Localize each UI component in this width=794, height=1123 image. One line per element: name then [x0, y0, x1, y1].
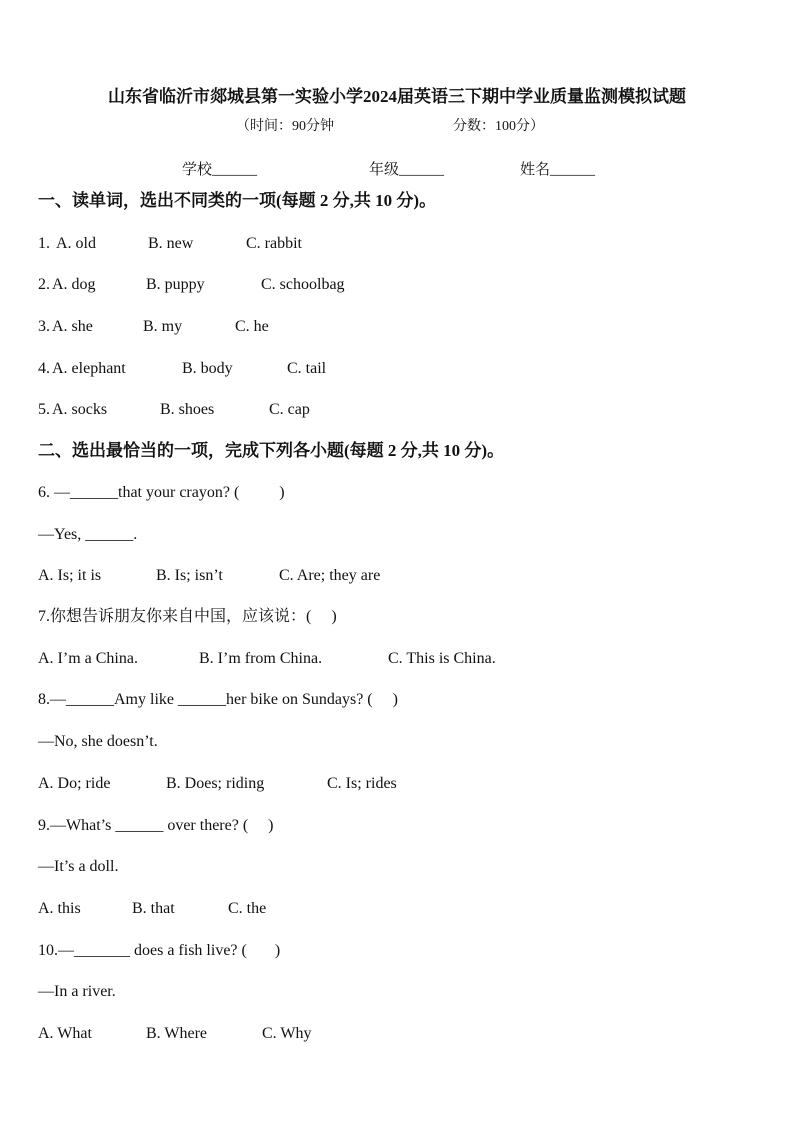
- option-b: B. I’m from China.: [199, 650, 323, 667]
- option-c: C. This is China.: [388, 650, 496, 667]
- option-c: C. Is; rides: [327, 775, 397, 792]
- option-b: B. Where: [146, 1025, 208, 1042]
- option-a: A. this: [38, 900, 81, 917]
- question-answer-line: —No, she doesn’t.: [38, 733, 158, 750]
- option-c: C. cap: [269, 401, 310, 418]
- exam-score: 分数：100分）: [453, 119, 544, 134]
- option-c: C. schoolbag: [261, 276, 345, 293]
- question-answer-line: —It’s a doll.: [38, 858, 119, 875]
- question-stem: 9.—What’s ______ over there? ( ): [38, 817, 274, 834]
- section-1-heading: 一、读单词，选出不同类的一项(每题 2 分,共 10 分)。: [38, 191, 437, 210]
- grade-label: 年级: [369, 162, 400, 178]
- school-label: 学校: [182, 162, 213, 178]
- name-label: 姓名: [520, 162, 551, 178]
- exam-time: （时间：90分钟: [236, 119, 334, 134]
- option-a: A. she: [52, 318, 93, 335]
- option-a: A. What: [38, 1025, 92, 1042]
- option-a: A. old: [56, 235, 96, 252]
- option-a: A. dog: [52, 276, 96, 293]
- option-a: A. socks: [52, 401, 108, 418]
- option-a: A. I’m a China.: [38, 650, 138, 667]
- grade-blank: ______: [399, 162, 445, 178]
- option-a: A. elephant: [52, 360, 126, 377]
- page-title: 山东省临沂市郯城县第一实验小学2024届英语三下期中学业质量监测模拟试题: [108, 87, 686, 106]
- option-b: B. new: [148, 235, 194, 252]
- question-answer-line: —In a river.: [38, 983, 116, 1000]
- section-2-heading: 二、选出最恰当的一项，完成下列各小题(每题 2 分,共 10 分)。: [38, 441, 505, 460]
- option-a: A. Do; ride: [38, 775, 111, 792]
- option-c: C. Why: [262, 1025, 312, 1042]
- question-number: 3.: [38, 318, 50, 335]
- option-b: B. that: [132, 900, 175, 917]
- option-b: B. puppy: [146, 276, 205, 293]
- option-c: C. tail: [287, 360, 327, 377]
- school-field: [182, 160, 257, 180]
- option-c: C. he: [235, 318, 269, 335]
- option-b: B. Is; isn’t: [156, 567, 223, 584]
- school-blank: ______: [212, 162, 258, 178]
- question-number: 5.: [38, 401, 50, 418]
- question-number: 4.: [38, 360, 50, 377]
- option-c: C. the: [228, 900, 267, 917]
- question-number: 2.: [38, 276, 50, 293]
- question-number: 1.: [38, 235, 50, 252]
- option-b: B. my: [143, 318, 183, 335]
- question-stem: 8.—______Amy like ______her bike on Sundays? ( ): [38, 691, 398, 708]
- name-field: [520, 160, 595, 180]
- option-a: A. Is; it is: [38, 567, 102, 584]
- question-answer-line: —Yes, ______.: [38, 526, 138, 543]
- name-blank: ______: [550, 162, 596, 178]
- grade-field: [369, 160, 444, 180]
- option-b: B. Does; riding: [166, 775, 265, 792]
- option-b: B. shoes: [160, 401, 215, 418]
- option-c: C. rabbit: [246, 235, 302, 252]
- option-b: B. body: [182, 360, 233, 377]
- question-stem: 7.你想告诉朋友你来自中国，应该说：( ): [38, 608, 337, 625]
- question-stem: 6. —______that your crayon? ( ): [38, 484, 285, 501]
- question-stem: 10.—_______ does a fish live? ( ): [38, 942, 281, 959]
- option-c: C. Are; they are: [279, 567, 381, 584]
